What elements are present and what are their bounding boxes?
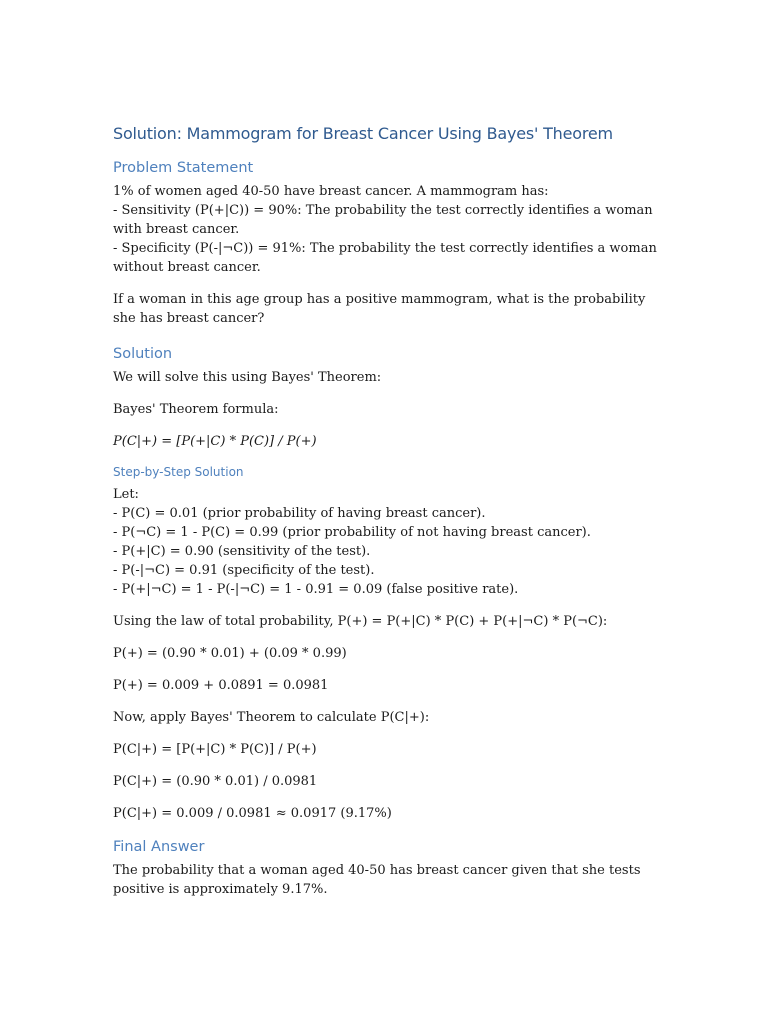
problem-question: If a woman in this age group has a positive mammogram, what is the probability she has breast cancer?	[113, 292, 646, 326]
calc-step: P(+) = (0.90 * 0.01) + (0.09 * 0.99)	[113, 646, 347, 661]
formula-label: Bayes' Theorem formula:	[113, 402, 279, 417]
step-by-step-heading: Step-by-Step Solution	[113, 465, 244, 479]
solution-intro: We will solve this using Bayes' Theorem:	[113, 370, 382, 385]
definition-item: - P(¬C) = 1 - P(C) = 0.99 (prior probability of not having breast cancer).	[113, 525, 591, 540]
let-label: Let:	[113, 487, 139, 502]
calc-step: P(C|+) = [P(+|C) * P(C)] / P(+)	[113, 742, 317, 757]
calc-step: P(+) = 0.009 + 0.0891 = 0.0981	[113, 678, 329, 693]
problem-line: - Sensitivity (P(+|C)) = 90%: The probability the test correctly identifies a woman with breast cancer.	[113, 203, 653, 237]
definition-item: - P(+|C) = 0.90 (sensitivity of the test).	[113, 544, 371, 559]
problem-statement-heading: Problem Statement	[113, 160, 254, 176]
definition-item: - P(C) = 0.01 (prior probability of having breast cancer).	[113, 506, 486, 521]
definitions-list	[113, 485, 658, 599]
calc-step: P(C|+) = 0.009 / 0.0981 ≈ 0.0917 (9.17%)	[113, 806, 392, 821]
final-answer-text: The probability that a woman aged 40-50 has breast cancer given that she tests positive is approximately 9.17%.	[113, 863, 641, 897]
definition-item: - P(+|¬C) = 1 - P(-|¬C) = 1 - 0.91 = 0.09 (false positive rate).	[113, 582, 519, 597]
bayes-formula: P(C|+) = [P(+|C) * P(C)] / P(+)	[113, 434, 317, 449]
final-answer-heading: Final Answer	[113, 839, 205, 855]
apply-bayes-text: Now, apply Bayes' Theorem to calculate P(C|+):	[113, 710, 430, 725]
calc-step: P(C|+) = (0.90 * 0.01) / 0.0981	[113, 774, 318, 789]
solution-heading: Solution	[113, 346, 173, 362]
document-title: Solution: Mammogram for Breast Cancer Using Bayes' Theorem	[113, 124, 613, 143]
document-page	[113, 122, 658, 899]
total-probability-text: Using the law of total probability, P(+) = P(+|C) * P(C) + P(+|¬C) * P(¬C):	[113, 614, 608, 629]
problem-line: 1% of women aged 40-50 have breast cancer. A mammogram has:	[113, 184, 549, 199]
definition-item: - P(-|¬C) = 0.91 (specificity of the test).	[113, 563, 375, 578]
problem-statement-body	[113, 182, 658, 277]
problem-line: - Specificity (P(-|¬C)) = 91%: The probability the test correctly identifies a woman without breast cancer.	[113, 241, 657, 275]
